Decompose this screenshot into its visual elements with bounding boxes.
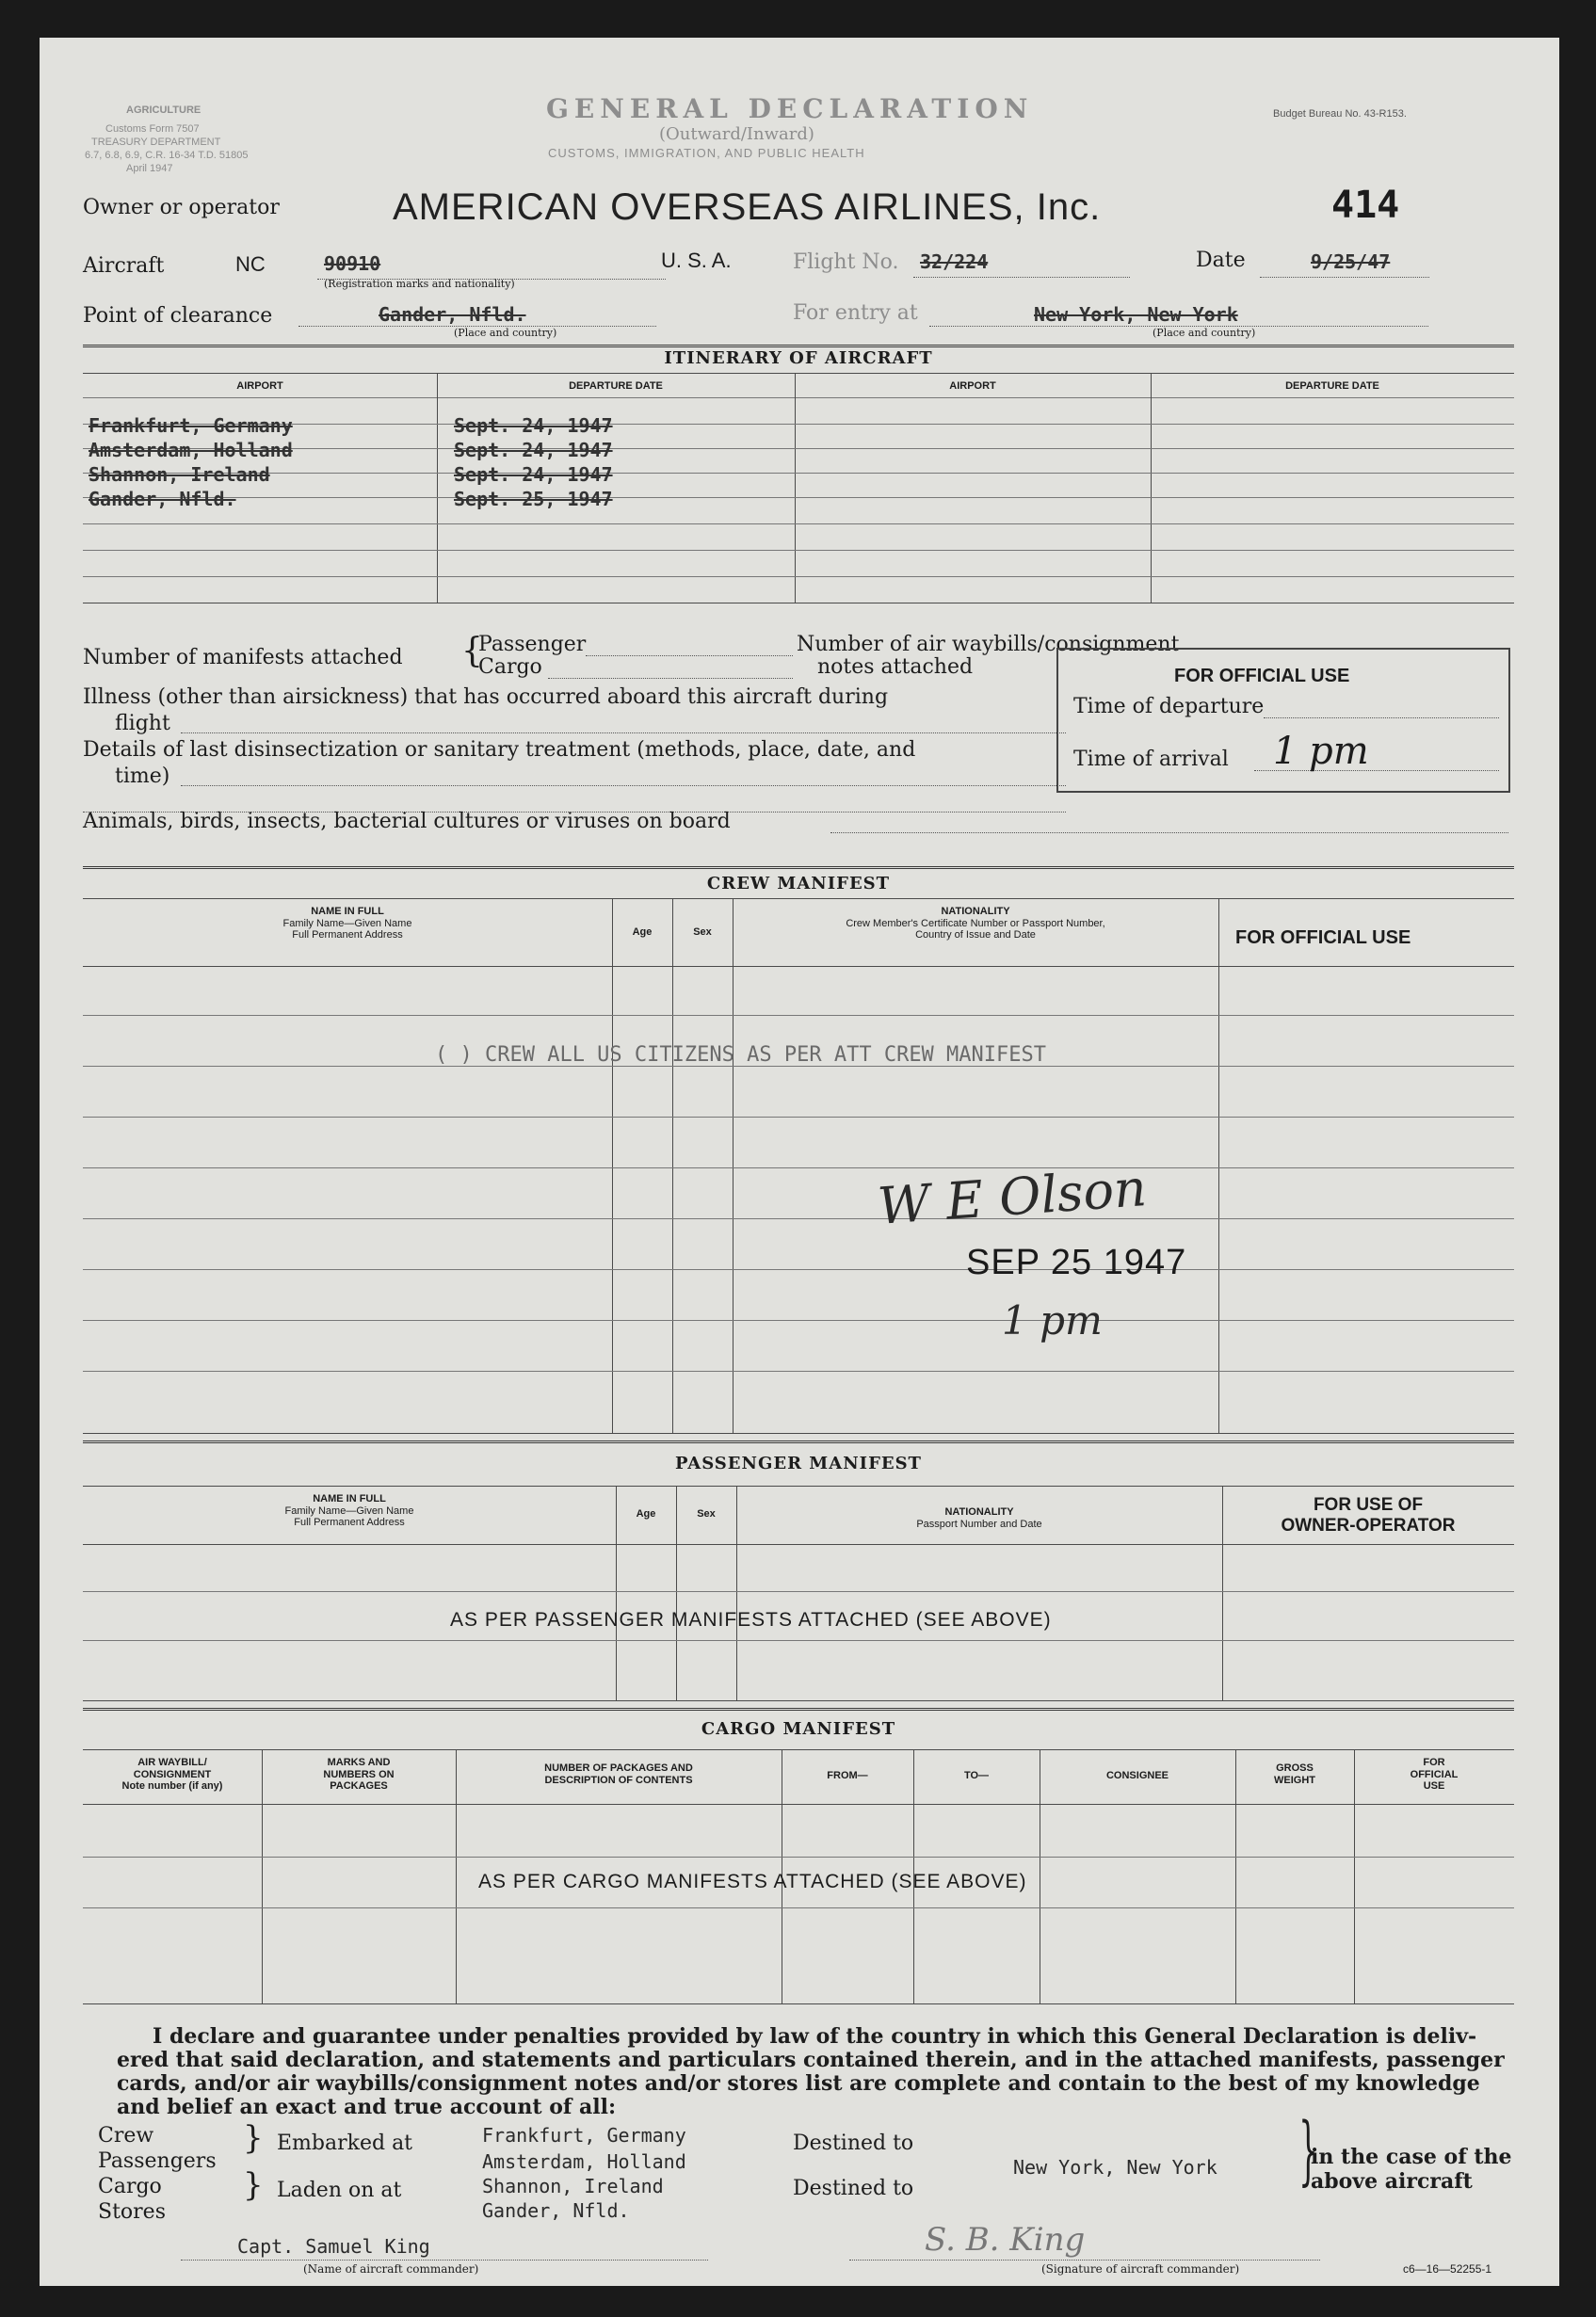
brace: { xyxy=(461,632,483,670)
cargo-header-marks: MARKS AND NUMBERS ON PACKAGES xyxy=(323,1757,395,1793)
crew-stamp-time: 1 pm xyxy=(1002,1297,1103,1344)
commander-name: Capt. Samuel King xyxy=(237,2235,430,2258)
crew-official-signature: W E Olson xyxy=(876,1158,1149,1236)
form-subtitle: (Outward/Inward) xyxy=(659,124,814,144)
decl-stores: Stores xyxy=(98,2200,166,2224)
passenger-label: Passenger xyxy=(478,633,587,656)
crew-header-name: NAME IN FULL Family Name—Given Name Full Permanent Address xyxy=(282,906,412,941)
decl-place-2: Amsterdam, Holland xyxy=(482,2150,686,2173)
form-title: GENERAL DECLARATION xyxy=(546,93,1034,124)
departure-time-label: Time of departure xyxy=(1073,695,1265,718)
aircraft-registration: 90910 xyxy=(324,252,381,275)
passenger-entry: AS PER PASSENGER MANIFESTS ATTACHED (SEE ABOVE) xyxy=(450,1609,1052,1631)
decl-passengers: Passengers xyxy=(98,2149,217,2173)
cargo-header-number: NUMBER OF PACKAGES AND DESCRIPTION OF CONTENTS xyxy=(544,1762,693,1786)
crew-header-official: FOR OFFICIAL USE xyxy=(1235,927,1411,948)
destined-label-1: Destined to xyxy=(793,2132,914,2155)
disinsect-label-1: Details of last disinsectization or sanitary treatment (methods, place, date, and xyxy=(83,738,916,762)
entry-label: For entry at xyxy=(793,301,918,325)
crew-header-age: Age xyxy=(632,926,653,938)
destined-label-2: Destined to xyxy=(793,2177,914,2200)
case-label-1: in the case of the xyxy=(1311,2145,1512,2169)
entry-value: New York, New York xyxy=(1034,303,1238,326)
decl-crew: Crew xyxy=(98,2124,154,2148)
crew-date-stamp: SEP 25 1947 xyxy=(966,1243,1187,1282)
case-label-2: above aircraft xyxy=(1311,2169,1473,2194)
arrival-time-value: 1 pm xyxy=(1273,730,1369,773)
itin-airport-1: Frankfurt, Germany xyxy=(89,414,293,437)
pass-header-age: Age xyxy=(636,1508,656,1520)
itin-airport-3: Shannon, Ireland xyxy=(89,463,270,486)
official-use-title: FOR OFFICIAL USE xyxy=(1174,666,1350,686)
itinerary-title: ITINERARY OF AIRCRAFT xyxy=(664,348,933,368)
regs-label: 6.7, 6.8, 6.9, C.R. 16-34 T.D. 51805 xyxy=(85,150,249,161)
pass-header-owner: FOR USE OF OWNER-OPERATOR xyxy=(1281,1495,1456,1536)
crew-header-nationality: NATIONALITY Crew Member's Certificate Number or Passport Number, Country of Issue and Date xyxy=(846,906,1105,941)
cargo-header-waybill: AIR WAYBILL/ CONSIGNMENT Note number (if any) xyxy=(121,1757,223,1793)
form-subtitle-2: CUSTOMS, IMMIGRATION, AND PUBLIC HEALTH xyxy=(548,146,865,160)
brace-left-2: } xyxy=(243,2166,264,2204)
cargo-label: Cargo xyxy=(478,655,542,679)
entry-caption: (Place and country) xyxy=(1153,327,1256,339)
date-value: 9/25/47 xyxy=(1311,250,1391,273)
clearance-caption: (Place and country) xyxy=(454,327,557,339)
itin-header-date-1: DEPARTURE DATE xyxy=(569,380,663,392)
itin-header-airport-2: AIRPORT xyxy=(949,380,996,392)
usa-label: U. S. A. xyxy=(661,249,732,272)
itin-airport-4: Gander, Nfld. xyxy=(89,488,236,510)
commander-caption: (Name of aircraft commander) xyxy=(303,2262,479,2276)
itin-date-1: Sept. 24, 1947 xyxy=(454,414,613,437)
signature-caption: (Signature of aircraft commander) xyxy=(1041,2262,1240,2276)
cargo-header-from: FROM— xyxy=(827,1770,868,1781)
waybills-label-2: notes attached xyxy=(817,655,974,679)
form-date: April 1947 xyxy=(126,163,173,174)
declaration-line-4: and belief an exact and true account of all: xyxy=(117,2095,617,2119)
cargo-manifest-title: CARGO MANIFEST xyxy=(701,1719,896,1739)
waybills-label-1: Number of air waybills/consignment xyxy=(797,633,1180,656)
crew-manifest-title: CREW MANIFEST xyxy=(706,874,891,893)
owner-name: AMERICAN OVERSEAS AIRLINES, Inc. xyxy=(393,186,1102,228)
registration-caption: (Registration marks and nationality) xyxy=(324,278,515,290)
owner-label: Owner or operator xyxy=(83,196,280,219)
decl-place-1: Frankfurt, Germany xyxy=(482,2124,686,2147)
cargo-entry: AS PER CARGO MANIFESTS ATTACHED (SEE ABOVE) xyxy=(478,1871,1027,1892)
print-code: c6—16—52255-1 xyxy=(1403,2262,1492,2276)
declaration-form xyxy=(40,38,1559,2286)
budget-label: Budget Bureau No. 43-R153. xyxy=(1273,108,1407,120)
flight-label: Flight No. xyxy=(793,250,899,274)
declaration-line-1: I declare and guarantee under penalties provided by law of the country in which this General Declaration is deliv- xyxy=(153,2024,1477,2049)
pass-header-nationality: NATIONALITY Passport Number and Date xyxy=(916,1506,1042,1530)
laden-label: Laden on at xyxy=(277,2179,402,2202)
brace-right: } xyxy=(1298,2106,1318,2194)
passenger-manifest-title: PASSENGER MANIFEST xyxy=(675,1454,922,1473)
decl-cargo: Cargo xyxy=(98,2175,162,2198)
declaration-line-3: cards, and/or air waybills/consignment notes and/or stores list are complete and contain to the best of my knowledge xyxy=(117,2071,1480,2096)
manifests-label: Number of manifests attached xyxy=(83,646,403,669)
decl-destination: New York, New York xyxy=(1013,2156,1217,2179)
crew-entry: ( ) CREW ALL US CITIZENS AS PER ATT CREW MANIFEST xyxy=(435,1043,1047,1067)
itin-date-2: Sept. 24, 1947 xyxy=(454,439,613,461)
cargo-header-gross: GROSS WEIGHT xyxy=(1274,1762,1315,1786)
cargo-header-consignee: CONSIGNEE xyxy=(1105,1770,1169,1781)
cargo-header-official: FOR OFFICIAL USE xyxy=(1410,1757,1459,1793)
aircraft-nc: NC xyxy=(235,252,266,276)
disinsect-label-2: time) xyxy=(115,764,170,788)
animals-label: Animals, birds, insects, bacterial cultures or viruses on board xyxy=(83,810,731,833)
itin-header-airport-1: AIRPORT xyxy=(236,380,283,392)
decl-place-4: Gander, Nfld. xyxy=(482,2199,630,2222)
clearance-label: Point of clearance xyxy=(83,304,273,328)
itin-airport-2: Amsterdam, Holland xyxy=(89,439,293,461)
decl-place-3: Shannon, Ireland xyxy=(482,2175,664,2197)
commander-signature: S. B. King xyxy=(925,2221,1086,2259)
embarked-label: Embarked at xyxy=(277,2132,413,2155)
illness-label-2: flight xyxy=(115,712,170,735)
document-number: 414 xyxy=(1331,184,1400,227)
form-ref: Customs Form 7507 xyxy=(105,123,200,135)
flight-number: 32/224 xyxy=(920,250,989,273)
crew-header-sex: Sex xyxy=(693,926,712,938)
itin-header-date-2: DEPARTURE DATE xyxy=(1285,380,1379,392)
clearance-value: Gander, Nfld. xyxy=(379,303,526,326)
itin-date-4: Sept. 25, 1947 xyxy=(454,488,613,510)
dept-label: TREASURY DEPARTMENT xyxy=(91,137,221,148)
illness-label-1: Illness (other than airsickness) that has occurred aboard this aircraft during xyxy=(83,685,889,709)
cargo-header-to: TO— xyxy=(963,1770,990,1781)
brace-left-1: } xyxy=(243,2119,264,2157)
pass-header-sex: Sex xyxy=(697,1508,716,1520)
itin-date-3: Sept. 24, 1947 xyxy=(454,463,613,486)
aircraft-label: Aircraft xyxy=(83,254,165,278)
date-label: Date xyxy=(1196,249,1246,272)
pass-header-name: NAME IN FULL Family Name—Given Name Full Permanent Address xyxy=(284,1493,414,1529)
arrival-time-label: Time of arrival xyxy=(1073,748,1229,771)
declaration-line-2: ered that said declaration, and statements and particulars contained therein, and in the attached manifests, passenger xyxy=(117,2048,1505,2072)
agency-label: AGRICULTURE xyxy=(126,105,202,116)
